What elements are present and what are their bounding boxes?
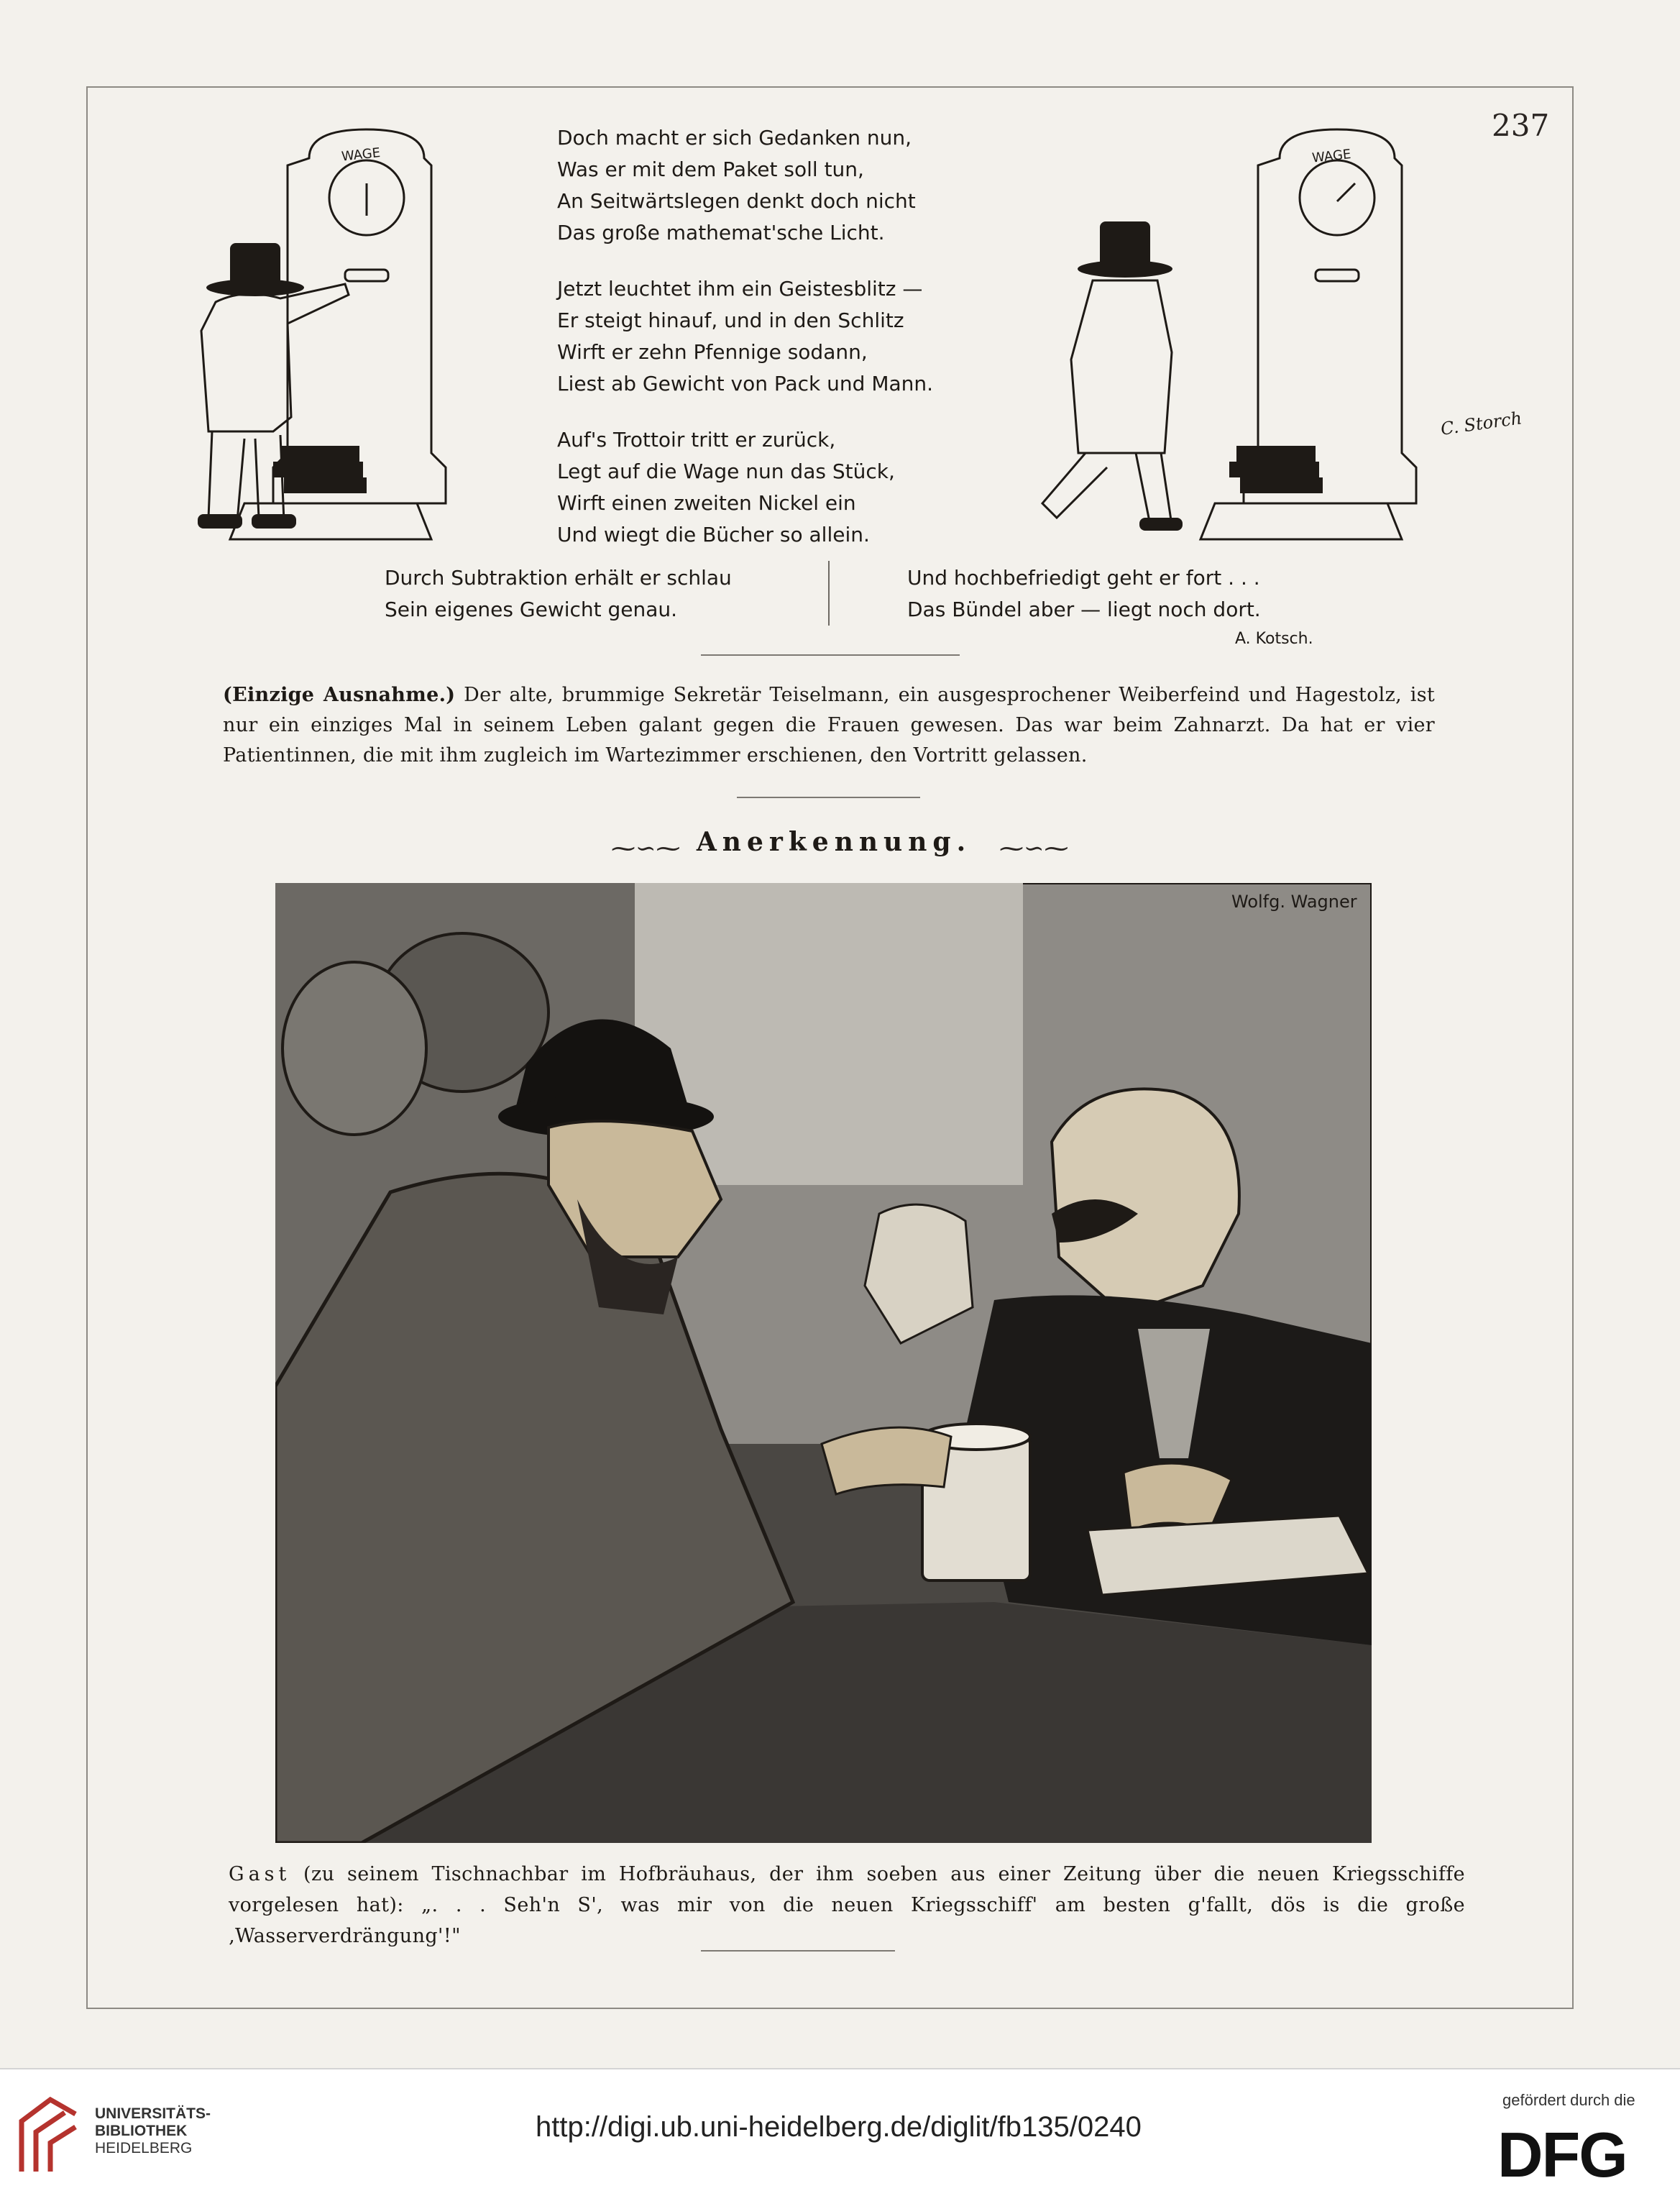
library-logo-icon [14,2092,83,2179]
anecdote-text: Der alte, brummige Sekretär Teiselmann, ein ausgesprochener Weiberfeind und Hagestolz, ist nur ein einziges Mal in seinem Leben galant gegen die Frauen gewesen. Das war beim Zahnarzt. Da hat er vier Patientinnen, die mit ihm zugleich im Wartezimmer erschienen, den Vortritt gelassen. [223,684,1436,767]
caption-quote: „. . . Seh'n S', was mir von die neuen Kriegsschiff' am besten g'fallt, dös is die große ‚Wasserverdrängung'!" [229,1894,1466,1947]
poem-line: An Seitwärtslegen denkt doch nicht [557,189,916,213]
poem-line: Er steigt hinauf, und in den Schlitz [557,308,904,332]
cartoon-hofbraeuhaus [275,883,1372,1843]
cartoon-caption [229,1859,1465,1952]
scale-sign-left: WAGE [341,145,382,165]
poem-line: Durch Subtraktion erhält er schlau [385,566,732,590]
poem-author: A. Kotsch. [1235,630,1313,648]
sponsor-label: gefördert durch die [1502,2091,1635,2109]
illustration-scale-right [999,115,1531,554]
poem-stanza [557,273,933,400]
scale-sign-right: WAGE [1311,147,1352,166]
flourish-left-icon: ⁓∽⁓ [611,834,681,863]
section-divider [701,654,960,656]
poem-line: Doch macht er sich Gedanken nun, [557,126,912,150]
library-name-line: UNIVERSITÄTS- [95,2105,211,2122]
page-number: 237 [1492,108,1550,143]
poem-stanza [557,424,933,551]
caption-speaker: Gast [229,1863,291,1885]
section-divider [701,1950,895,1952]
illustration-scale-left [129,115,503,554]
poem-line: Und wiegt die Bücher so allein. [557,523,870,546]
poem-line: Liest ab Gewicht von Pack und Mann. [557,372,934,395]
poem-closing-left [385,562,732,626]
section-divider [737,797,920,798]
poem [557,122,933,575]
source-url-link[interactable]: http://digi.ub.uni-heidelberg.de/diglit/fb135/0240 [536,2111,1142,2143]
column-divider [828,561,830,626]
flourish-right-icon: ⁓∽⁓ [999,834,1069,863]
dfg-logo: DFG [1497,2119,1627,2190]
poem-line: Was er mit dem Paket soll tun, [557,157,864,181]
anecdote-lead: (Einzige Ausnahme.) [223,684,456,706]
library-name-line: BIBLIOTHEK [95,2123,188,2139]
poem-line: Wirft einen zweiten Nickel ein [557,491,856,515]
poem-line: Wirft er zehn Pfennige sodann, [557,340,868,364]
footer-bar [0,2068,1680,2196]
signature-wagner: Wolfg. Wagner [1231,892,1357,912]
poem-line: Das Bündel aber — liegt noch dort. [907,598,1261,621]
poem-line: Und hochbefriedigt geht er fort . . . [907,566,1260,590]
poem-line: Sein eigenes Gewicht genau. [385,598,678,621]
anecdote-paragraph [223,680,1435,771]
poem-stanza [557,122,933,249]
library-name-line: HEIDELBERG [95,2140,193,2156]
poem-closing-right [907,562,1261,626]
signature-storch: C. Storch [1439,408,1523,439]
cartoon-title: Anerkennung. [696,827,972,857]
caption-intro: (zu seinem Tischnachbar im Hofbräuhaus, der ihm soeben aus einer Zeitung über die neuen Kriegsschiffe vorgelesen hat): [229,1863,1465,1916]
library-name [95,2105,211,2157]
poem-line: Jetzt leuchtet ihm ein Geistesblitz — [557,277,923,301]
poem-line: Das große mathemat'sche Licht. [557,221,885,244]
poem-line: Auf's Trottoir tritt er zurück, [557,428,836,452]
poem-line: Legt auf die Wage nun das Stück, [557,459,895,483]
